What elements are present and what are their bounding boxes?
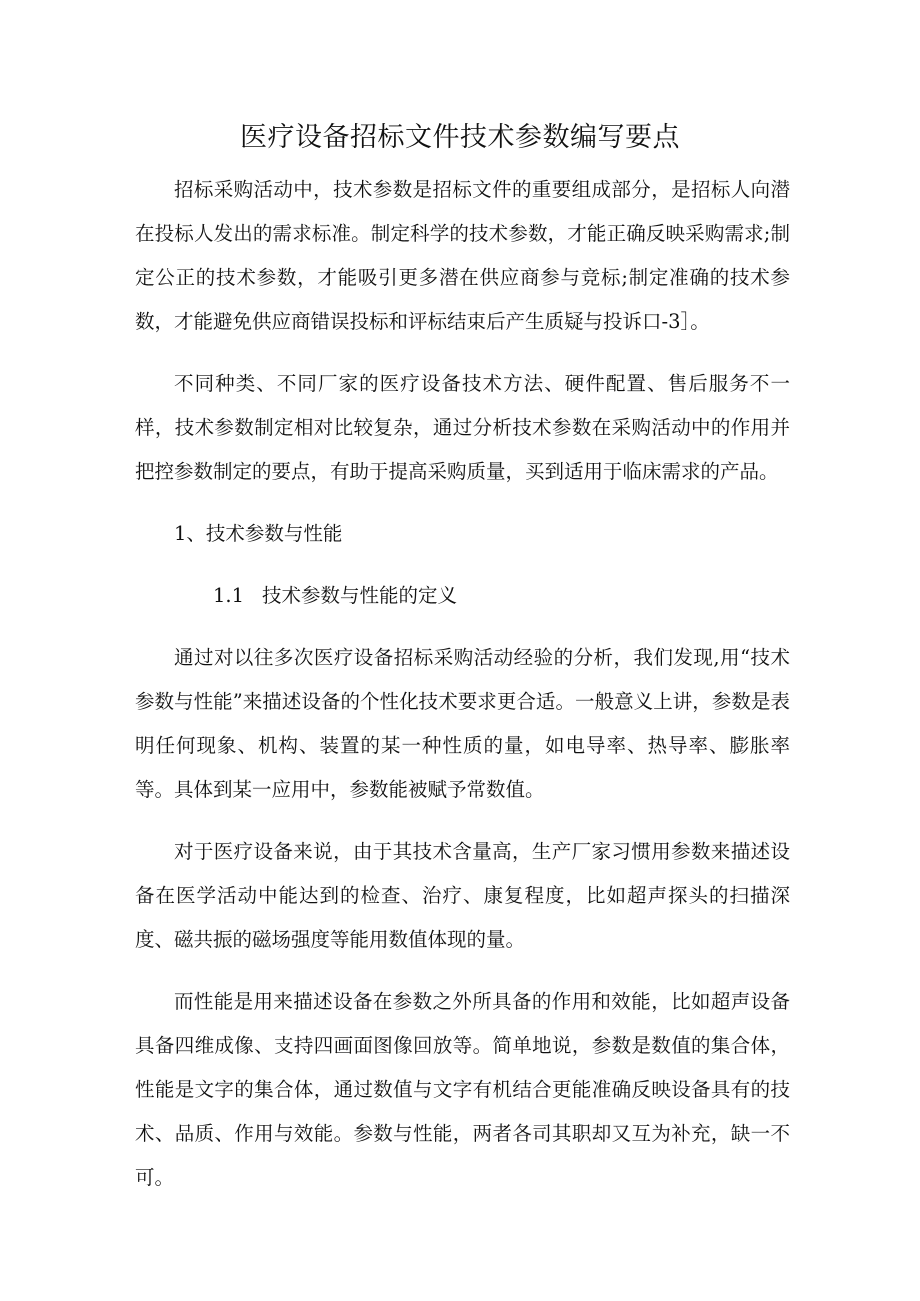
paragraph-medical-devices: 对于医疗设备来说，由于其技术含量高，生产厂家习惯用参数来描述设备在医学活动中能达到的检查、治疗、康复程度，比如超声探头的扫描深度、磁共振的磁场强度等能用数值体现的量。: [135, 840, 790, 951]
section-heading-1-1: [135, 574, 790, 618]
paragraph-intro: 招标采购活动中，技术参数是招标文件的重要组成部分，是招标人向潜在投标人发出的需求标准。制定科学的技术参数，才能正确反映采购需求;制定公正的技术参数，才能吸引更多潜在供应商参与竞标;制定准确的技术参数，才能避免供应商错误投标和评标结束后产生质疑与投诉口-3］。: [135, 178, 790, 333]
document-title: 医疗设备招标文件技术参数编写要点: [240, 122, 680, 153]
document-body: [135, 168, 790, 1218]
section-heading-1: 1、技术参数与性能: [174, 522, 343, 545]
section-title: 技术参数与性能的定义: [262, 584, 458, 607]
paragraph-performance: 而性能是用来描述设备在参数之外所具备的作用和效能，比如超声设备具备四维成像、支持四画面图像回放等。简单地说，参数是数值的集合体，性能是文字的集合体，通过数值与文字有机结合更能准确反映设备具有的技术、品质、作用与效能。参数与性能，两者各司其职却又互为补充，缺一不可。: [135, 990, 790, 1189]
paragraph-definition: 通过对以往多次医疗设备招标采购活动经验的分析，我们发现,用“技术参数与性能”来描述设备的个性化技术要求更合适。一般意义上讲，参数是表明任何现象、机构、装置的某一种性质的量，如电导率、热导率、膨胀率等。具体到某一应用中，参数能被赋予常数值。: [135, 646, 790, 801]
paragraph-complexity: 不同种类、不同厂家的医疗设备技术方法、硬件配置、售后服务不一样，技术参数制定相对比较复杂，通过分析技术参数在采购活动中的作用并把控参数制定的要点，有助于提高采购质量，买到适用于临床需求的产品。: [135, 372, 790, 483]
section-number: 1.1: [213, 584, 245, 607]
